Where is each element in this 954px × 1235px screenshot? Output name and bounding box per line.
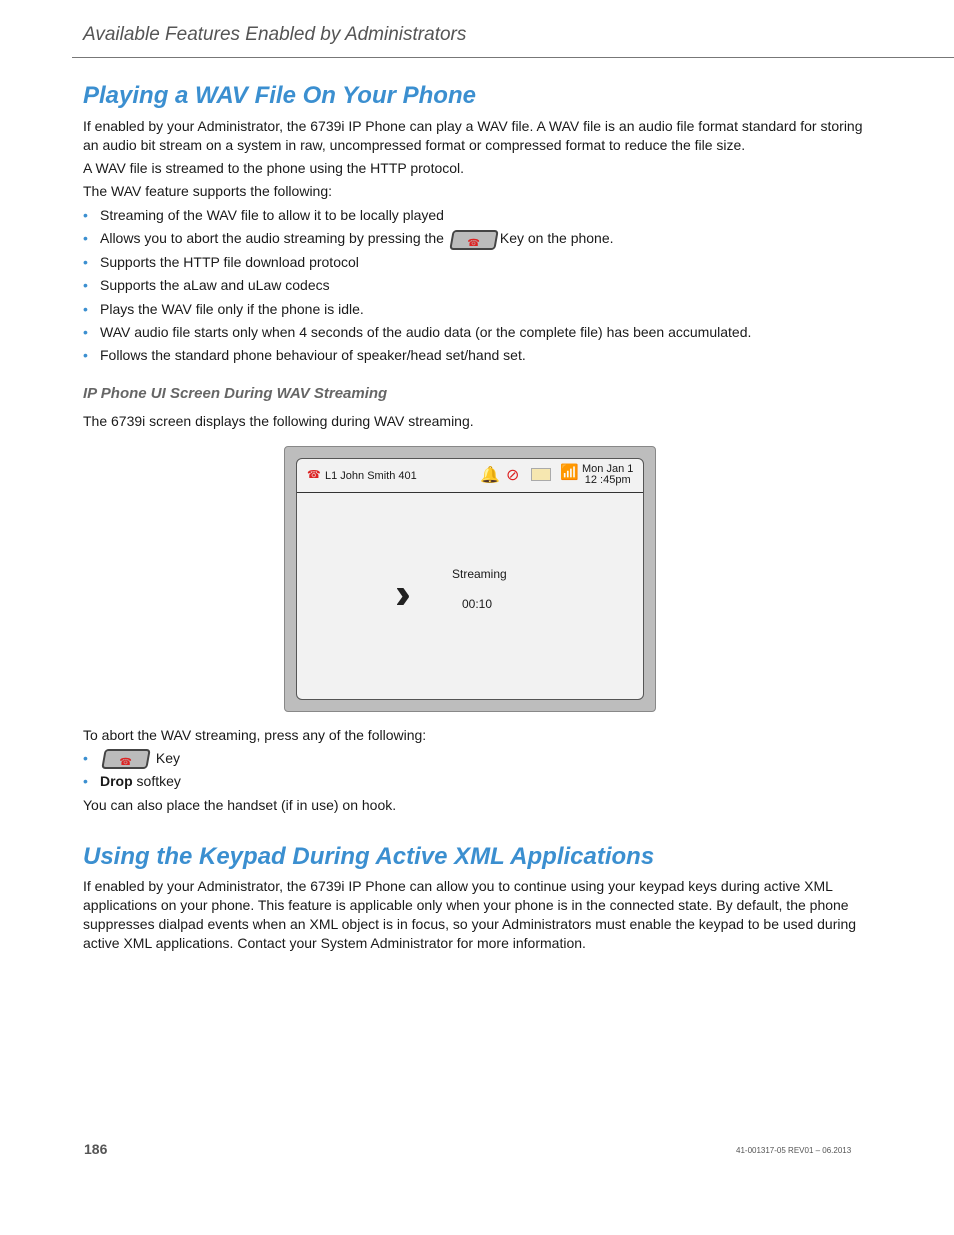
- running-header: Available Features Enabled by Administrators: [83, 24, 467, 45]
- line-phone-icon: ☎: [307, 469, 321, 481]
- date: Mon Jan 1: [582, 463, 634, 475]
- document-id: 41-001317-05 REV01 – 06.2013: [736, 1146, 852, 1155]
- section-title: Using the Keypad During Active XML Applications: [83, 843, 655, 870]
- text: Key: [155, 750, 181, 766]
- list-item: • Follows the standard phone behaviour of speaker/head set/hand set.: [83, 346, 751, 369]
- dnd-phone-icon: ⊘: [506, 467, 520, 484]
- header-divider: [72, 57, 954, 58]
- list-item: • Supports the HTTP file download protocol: [83, 253, 751, 276]
- list-item: [83, 229, 751, 252]
- message-icon: [531, 468, 551, 481]
- status-bar: [297, 459, 643, 493]
- list-item: • Supports the aLaw and uLaw codecs: [83, 276, 751, 299]
- streaming-status: Streaming: [452, 567, 507, 581]
- paragraph: The 6739i screen displays the following during WAV streaming.: [83, 413, 474, 429]
- text: Key on the phone.: [499, 230, 614, 247]
- bell-icon: 🔔: [480, 467, 500, 484]
- antenna-icon: 📶: [560, 464, 579, 481]
- list-item: [83, 749, 181, 772]
- goodbye-key-icon: ☎: [449, 230, 499, 250]
- subsection-title: IP Phone UI Screen During WAV Streaming: [83, 385, 388, 402]
- abort-list: [83, 749, 181, 796]
- section-title: Playing a WAV File On Your Phone: [83, 82, 476, 109]
- list-item: [83, 772, 181, 795]
- phone-screen: [296, 458, 644, 700]
- paragraph: If enabled by your Administrator, the 6739i IP Phone can play a WAV file. A WAV file is an audio file format standard for storing an audio bit stream on a system in raw, uncompressed format or compressed format to reduce the file size.: [83, 118, 863, 153]
- paragraph: The WAV feature supports the following:: [83, 183, 333, 199]
- datetime: [582, 464, 633, 486]
- list-item: • WAV audio file starts only when 4 seconds of the audio data (or the complete file) has been accumulated.: [83, 323, 751, 346]
- page-number: 186: [84, 1141, 108, 1157]
- text: Allows you to abort the audio streaming by pressing the: [100, 230, 444, 247]
- paragraph: To abort the WAV streaming, press any of the following:: [83, 727, 427, 743]
- streaming-arrows-icon: ›››: [395, 569, 397, 618]
- list-item: • Streaming of the WAV file to allow it to be locally played: [83, 206, 751, 229]
- paragraph: A WAV file is streamed to the phone using the HTTP protocol.: [83, 160, 465, 176]
- time: 12 :45pm: [584, 474, 631, 486]
- phone-screen-figure: [284, 446, 656, 712]
- text: softkey: [132, 773, 181, 790]
- elapsed-time: 00:10: [462, 597, 493, 611]
- feature-list: [83, 206, 751, 370]
- paragraph: You can also place the handset (if in use) on hook.: [83, 797, 397, 813]
- goodbye-key-icon: • ☎: [101, 749, 151, 769]
- list-item: • Plays the WAV file only if the phone is idle.: [83, 300, 751, 323]
- paragraph: If enabled by your Administrator, the 6739i IP Phone can allow you to continue using your keypad keys during active XML applications on your phone. This feature is applicable only when your phone is in the connected state. By default, the phone suppresses dialpad events when an XML object is in focus, so your Administrators must enable the keypad to be used during active XML applications. Contact your System Administrator for more information.: [83, 878, 857, 951]
- drop-softkey-label: Drop: [100, 773, 133, 790]
- line-label: L1 John Smith 401: [325, 470, 417, 482]
